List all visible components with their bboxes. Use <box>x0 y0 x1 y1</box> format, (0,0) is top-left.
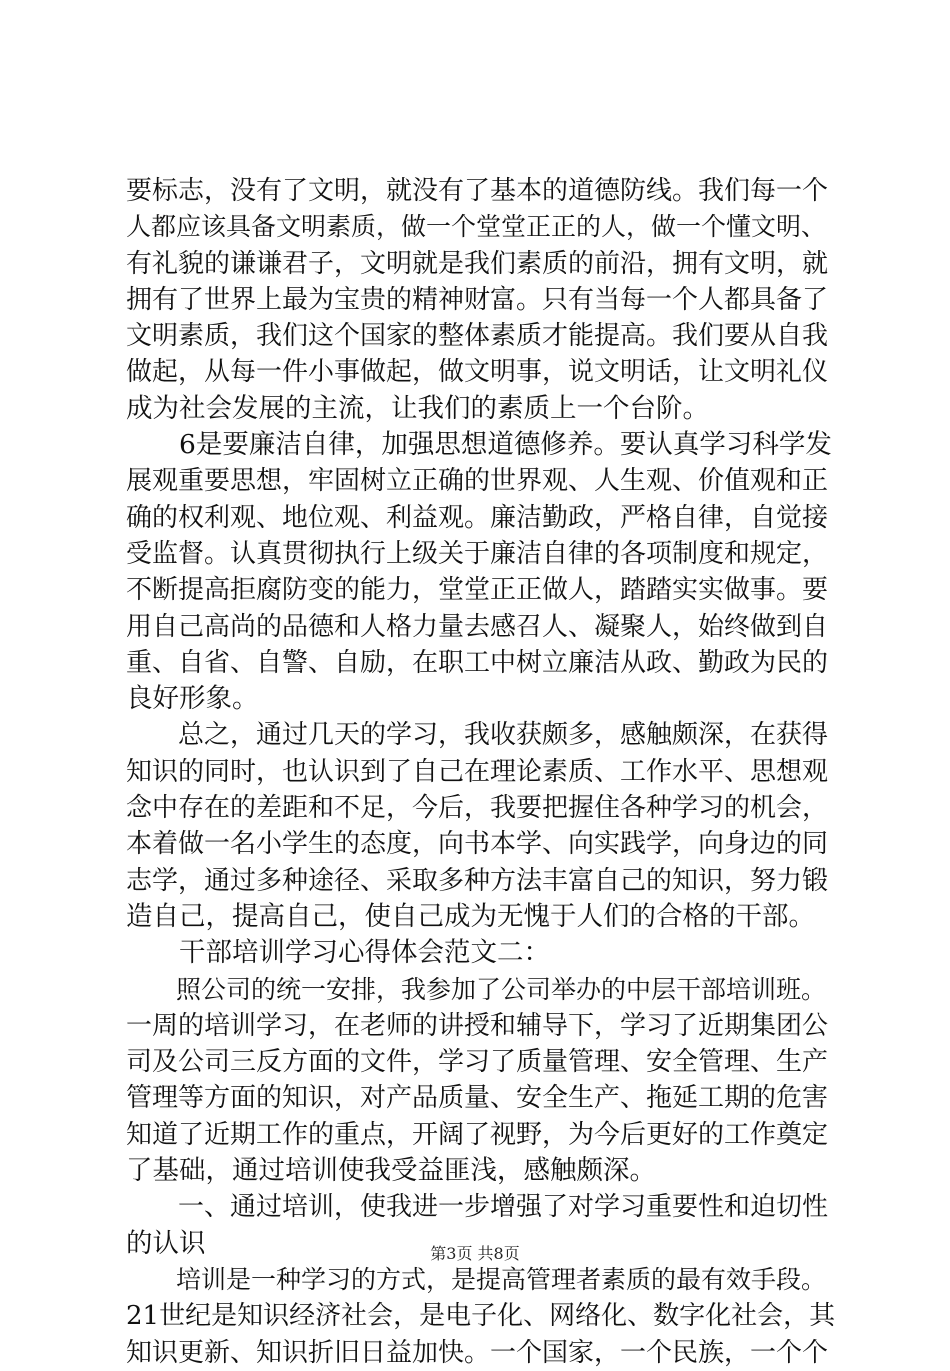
text-line: 的认识 <box>126 1227 206 1259</box>
text-line: 知道了近期工作的重点，开阔了视野，为今后更好的工作奠定 <box>126 1119 829 1150</box>
text-line: 念中存在的差距和不足，今后，我要把握住各种学习的机会， <box>126 793 829 824</box>
body-text <box>126 173 838 1371</box>
text-line: 知识的同时，也认识到了自己在理论素质、工作水平、思想观 <box>126 756 829 787</box>
text-line: 6是要廉洁自律，加强思想道德修养。要认真学习科学发 <box>126 429 832 461</box>
text-line: 了基础，通过培训使我受益匪浅，感触颇深。 <box>126 1155 656 1187</box>
text-line: 知识更新、知识折旧日益加快。一个国家，一个民族，一个个 <box>126 1337 829 1368</box>
text-line: 培训是一种学习的方式，是提高管理者素质的最有效手段。 <box>126 1264 827 1294</box>
text-line: 司及公司三反方面的文件，学习了质量管理、安全管理、生产 <box>126 1047 829 1078</box>
text-line: 良好形象。 <box>126 683 259 715</box>
text-line: 21世纪是知识经济社会，是电子化、网络化、数字化社会，其 <box>126 1301 836 1332</box>
text-line: 总之，通过几天的学习，我收获颇多，感触颇深，在获得 <box>126 720 829 751</box>
text-line: 干部培训学习心得体会范文二： <box>126 937 550 969</box>
text-line: 展观重要思想，牢固树立正确的世界观、人生观、价值观和正 <box>126 466 829 497</box>
text-line: 确的权利观、地位观、利益观。廉洁勤政，严格自律，自觉接 <box>126 502 829 533</box>
text-line: 造自己，提高自己，使自己成为无愧于人们的合格的干部。 <box>126 900 815 932</box>
text-line: 文明素质，我们这个国家的整体素质才能提高。我们要从自我 <box>126 321 829 352</box>
text-line: 本着做一名小学生的态度，向书本学、向实践学，向身边的同 <box>126 829 829 860</box>
text-line: 照公司的统一安排，我参加了公司举办的中层干部培训班。 <box>126 974 827 1004</box>
text-line: 一周的培训学习，在老师的讲授和辅导下，学习了近期集团公 <box>126 1010 829 1041</box>
text-line: 重、自省、自警、自励，在职工中树立廉洁从政、勤政为民的 <box>126 647 829 678</box>
text-line: 拥有了世界上最为宝贵的精神财富。只有当每一个人都具备了 <box>126 284 829 315</box>
text-line: 一、通过培训，使我进一步增强了对学习重要性和迫切性 <box>126 1192 829 1223</box>
text-line: 成为社会发展的主流，让我们的素质上一个台阶。 <box>126 392 709 424</box>
text-line: 不断提高拒腐防变的能力，堂堂正正做人，踏踏实实做事。要 <box>126 575 829 606</box>
text-line: 有礼貌的谦谦君子，文明就是我们素质的前沿，拥有文明，就 <box>126 248 829 279</box>
page-footer: 第3页 共8页 <box>430 1244 520 1263</box>
text-line: 做起，从每一件小事做起，做文明事，说文明话，让文明礼仪 <box>126 357 829 388</box>
text-line: 志学，通过多种途径、采取多种方法丰富自己的知识，努力锻 <box>126 865 829 896</box>
text-line: 管理等方面的知识，对产品质量、安全生产、拖延工期的危害 <box>126 1083 829 1114</box>
text-line: 受监督。认真贯彻执行上级关于廉洁自律的各项制度和规定， <box>126 538 829 569</box>
text-line: 人都应该具备文明素质，做一个堂堂正正的人，做一个懂文明、 <box>126 212 827 242</box>
text-line: 用自己高尚的品德和人格力量去感召人、凝聚人，始终做到自 <box>126 611 829 642</box>
text-line: 要标志，没有了文明，就没有了基本的道德防线。我们每一个 <box>126 176 829 206</box>
